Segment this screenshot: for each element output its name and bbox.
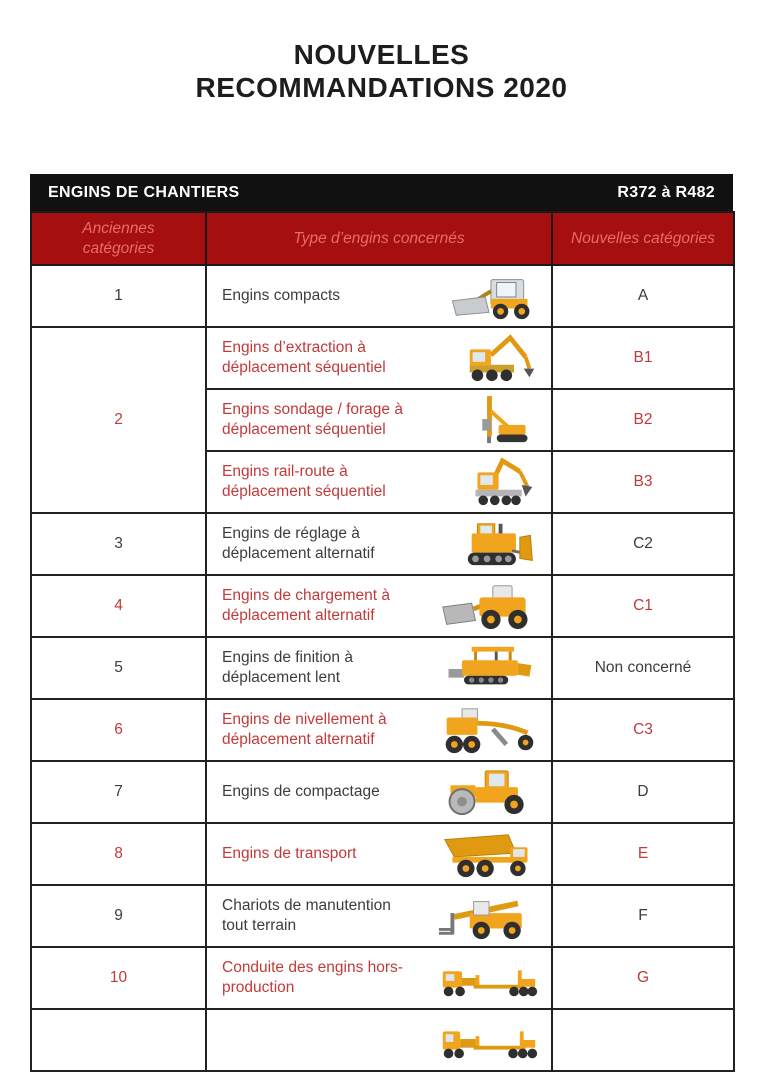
page-title-line1: NOUVELLES bbox=[293, 39, 470, 70]
old-category: 4 bbox=[31, 575, 206, 637]
new-category: F bbox=[552, 885, 734, 947]
dump-truck-icon bbox=[435, 828, 543, 880]
type-label: Conduite des engins hors-production bbox=[222, 958, 403, 996]
old-category: 10 bbox=[31, 947, 206, 1009]
table-row-6 bbox=[31, 699, 734, 761]
rail-road-excavator-icon bbox=[435, 456, 543, 508]
type-label: Engins compacts bbox=[222, 286, 341, 304]
table-row-10 bbox=[31, 947, 734, 1009]
bulldozer-icon bbox=[435, 518, 543, 570]
table-row-8 bbox=[31, 823, 734, 885]
old-category bbox=[31, 1009, 206, 1071]
new-category: D bbox=[552, 761, 734, 823]
table-title: ENGINS DE CHANTIERS bbox=[48, 183, 240, 201]
type-label: Engins de nivellement à déplacement alternatif bbox=[222, 710, 387, 748]
wheel-loader-icon bbox=[435, 580, 543, 632]
table-row-11 bbox=[31, 1009, 734, 1071]
table-row-1 bbox=[31, 265, 734, 327]
new-category: E bbox=[552, 823, 734, 885]
new-category: C1 bbox=[552, 575, 734, 637]
new-category: G bbox=[552, 947, 734, 1009]
type-label: Engins rail-route à déplacement séquentiel bbox=[222, 462, 386, 500]
table-title-range: R372 à R482 bbox=[617, 183, 715, 201]
old-category: 2 bbox=[31, 327, 206, 513]
lowboy-trailer-icon bbox=[435, 1014, 543, 1066]
col-header-new-categories: Nouvelles catégories bbox=[552, 212, 734, 265]
telehandler-icon bbox=[435, 890, 543, 942]
type-label: Engins de compactage bbox=[222, 782, 380, 800]
old-category: 3 bbox=[31, 513, 206, 575]
lowboy-truck-icon bbox=[435, 952, 543, 1004]
type-label: Engins sondage / forage à déplacement séquentiel bbox=[222, 400, 403, 438]
skid-steer-loader-icon bbox=[435, 270, 543, 322]
new-category bbox=[552, 1009, 734, 1071]
new-category: C2 bbox=[552, 513, 734, 575]
recommendations-table bbox=[30, 211, 735, 1072]
recommendations-panel bbox=[30, 174, 733, 1072]
type-label: Engins de finition à déplacement lent bbox=[222, 648, 353, 686]
old-category: 8 bbox=[31, 823, 206, 885]
new-category: A bbox=[552, 265, 734, 327]
old-category: 5 bbox=[31, 637, 206, 699]
table-row-9 bbox=[31, 885, 734, 947]
table-row-7 bbox=[31, 761, 734, 823]
type-label: Engins d’extraction à déplacement séquentiel bbox=[222, 338, 386, 376]
new-category: C3 bbox=[552, 699, 734, 761]
new-category: Non concerné bbox=[552, 637, 734, 699]
motor-grader-icon bbox=[435, 704, 543, 756]
drilling-rig-icon bbox=[435, 394, 543, 446]
old-category: 6 bbox=[31, 699, 206, 761]
table-row-3 bbox=[31, 513, 734, 575]
compactor-roller-icon bbox=[435, 766, 543, 818]
old-category: 1 bbox=[31, 265, 206, 327]
col-header-old-categories: Anciennes catégories bbox=[31, 212, 206, 265]
table-row-2a bbox=[31, 327, 734, 389]
page-title bbox=[0, 38, 763, 104]
type-label: Engins de réglage à déplacement alternatif bbox=[222, 524, 375, 562]
new-category: B1 bbox=[552, 327, 734, 389]
old-category: 9 bbox=[31, 885, 206, 947]
col-header-engine-types: Type d’engins concernés bbox=[206, 212, 552, 265]
new-category: B3 bbox=[552, 451, 734, 513]
new-category: B2 bbox=[552, 389, 734, 451]
type-label: Engins de transport bbox=[222, 844, 357, 862]
table-row-4 bbox=[31, 575, 734, 637]
old-category: 7 bbox=[31, 761, 206, 823]
table-row-5 bbox=[31, 637, 734, 699]
type-label: Chariots de manutention tout terrain bbox=[222, 896, 391, 934]
column-header-row bbox=[31, 212, 734, 265]
page-title-line2: RECOMMANDATIONS 2020 bbox=[195, 72, 568, 104]
wheeled-excavator-icon bbox=[435, 332, 543, 384]
table-title-bar bbox=[30, 174, 733, 211]
type-label: Engins de chargement à déplacement alternatif bbox=[222, 586, 391, 624]
asphalt-paver-icon bbox=[435, 642, 543, 694]
